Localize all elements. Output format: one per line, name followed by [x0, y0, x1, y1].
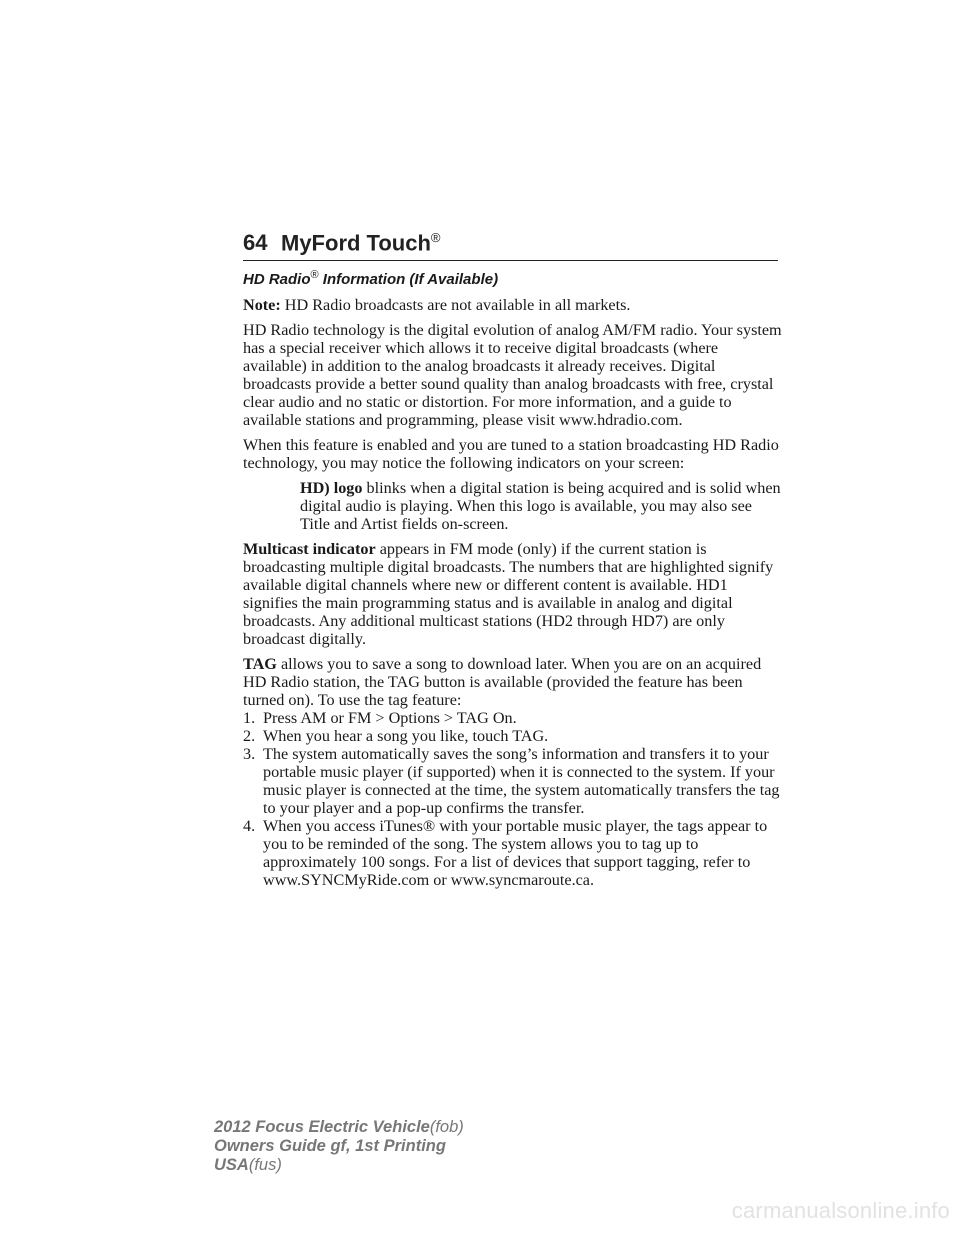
list-item [243, 727, 783, 745]
step-text: The system automatically saves the song’s information and transfers it to your portable music player (if supported) when it is connected to the system. If your music player is connected at the time, the system automatically transfers the tag to your player and a pop-up confirms the transfer. [263, 745, 780, 817]
chapter-name: MyFord Touch [281, 230, 431, 256]
tag-steps-list [243, 709, 783, 889]
footer-region-code: (fus) [248, 1156, 282, 1174]
section-title [243, 266, 783, 289]
multicast-text: appears in FM mode (only) if the current station is broadcasting multiple digital broadcasts. The numbers that are highlighted signify available digital channels where new or different content is available. HD1 signifies the main programming status and is available in analog and digital broadcasts. Any additional multicast stations (HD2 through HD7) are only broadcast digitally. [243, 540, 774, 648]
list-item [243, 817, 783, 889]
tag-label: TAG [243, 655, 277, 673]
footer-line-2: Owners Guide gf, 1st Printing [214, 1137, 446, 1155]
note-text: HD Radio broadcasts are not available in all markets. [280, 296, 631, 314]
section-title-rest: Information (If Available) [318, 271, 499, 288]
page-body [243, 266, 783, 889]
registered-mark: ® [430, 230, 441, 245]
list-item [243, 709, 783, 727]
intro-paragraph: HD Radio technology is the digital evolution of analog AM/FM radio. Your system has a special receiver which allows it to receive digital broadcasts (where available) in addition to the analog broadcasts it already receives. Digital broadcasts provide a better sound quality than analog broadcasts with free, crystal clear audio and no static or distortion. For more information, and a guide to available stations and programming, please visit www.hdradio.com. [243, 321, 782, 429]
watermark-text: carmanualsonline.info [731, 1198, 950, 1223]
step-text: When you access iTunes® with your portable music player, the tags appear to you to be reminded of the song. The system allows you to tag up to approximately 100 songs. For a list of devices that support tagging, refer to www.SYNCMyRide.com or www.syncmaroute.ca. [263, 817, 768, 889]
registered-mark: ® [310, 269, 319, 281]
section-title-main: HD Radio [243, 271, 311, 288]
footer-vehicle: 2012 Focus Electric Vehicle [214, 1118, 430, 1136]
multicast-label: Multicast indicator [243, 540, 376, 558]
footer-region: USA [214, 1156, 249, 1174]
tag-text: allows you to save a song to download later. When you are on an acquired HD Radio station, the TAG button is available (provided the feature has been turned on). To use the tag feature: [243, 655, 762, 709]
footer-code: (fob) [429, 1118, 464, 1136]
hd-logo-paragraph [300, 479, 783, 533]
note-paragraph [243, 296, 783, 314]
footer-line-1 [214, 1118, 464, 1137]
hd-logo-text: blinks when a digital station is being acquired and is solid when digital audio is playing. When this logo is available, you may also see Title and Artist fields on-screen. [300, 479, 781, 533]
indicators-paragraph: When this feature is enabled and you are tuned to a station broadcasting HD Radio technology, you may notice the following indicators on your screen: [243, 436, 779, 472]
step-number: 1. [243, 709, 256, 727]
step-number: 2. [243, 727, 256, 745]
step-number: 4. [243, 817, 256, 835]
chapter-title [281, 230, 441, 256]
note-label: Note: [243, 296, 281, 314]
hd-logo-label: HD) logo [300, 479, 363, 497]
page-number: 64 [243, 230, 268, 255]
list-item [243, 745, 783, 817]
footer-line-3 [214, 1156, 464, 1175]
step-text: Press AM or FM > Options > TAG On. [263, 709, 517, 727]
tag-paragraph [243, 655, 783, 709]
page-footer [214, 1118, 464, 1175]
multicast-paragraph [243, 540, 783, 648]
step-number: 3. [243, 745, 256, 763]
step-text: When you hear a song you like, touch TAG. [263, 727, 549, 745]
page-header [243, 230, 778, 261]
